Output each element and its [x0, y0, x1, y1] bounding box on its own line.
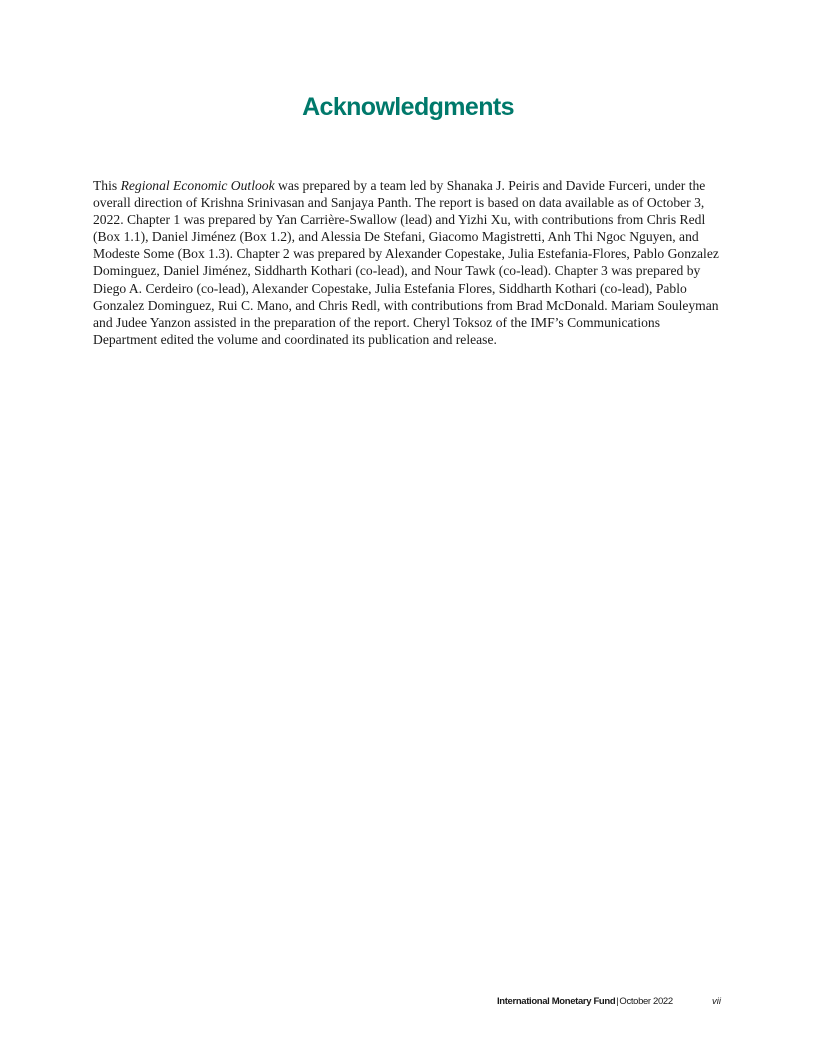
footer-date: October 2022 [619, 996, 673, 1007]
paragraph-text: was prepared by a team led by Shanaka J. Peiris and Davide Furceri, under the overall direction of Krishna Srinivasan and Sanjaya Panth. The report is based on data available as of October 3, 2022. Chapter 1 was prepared by Yan Carrière-Swallow (lead) and Yizhi Xu, with contributions from Chris Redl (Box 1.1), Daniel Jiménez (Box 1.2), and Alessia De Stefani, Giacomo Magistretti, Anh Thi Ngoc Nguyen, and Modeste Some (Box 1.3). Chapter 2 was prepared by Alexander Copestake, Julia Estefania-Flores, Pablo Gonzalez Dominguez, Daniel Jiménez, Siddharth Kothari (co-lead), and Nour Tawk (co-lead). Chapter 3 was prepared by Diego A. Cerdeiro (co-lead), Alexander Copestake, Julia Estefania Flores, Siddharth Kothari (co-lead), Pablo Gonzalez Dominguez, Rui C. Mano, and Chris Redl, with contributions from Brad McDonald. Mariam Souleyman and Judee Yanzon assisted in the preparation of the report. Cheryl Toksoz of the IMF’s Communications Department edited the volume and coordinated its publication and release. [93, 178, 719, 347]
paragraph-intro: This [93, 178, 121, 193]
page-title: Acknowledgments [302, 93, 514, 121]
page-footer [497, 996, 673, 1007]
page-number: vii [712, 996, 721, 1007]
acknowledgments-paragraph [93, 177, 725, 348]
footer-organization: International Monetary Fund [497, 996, 616, 1007]
footer-separator: | [616, 996, 619, 1007]
report-title: Regional Economic Outlook [120, 178, 275, 193]
